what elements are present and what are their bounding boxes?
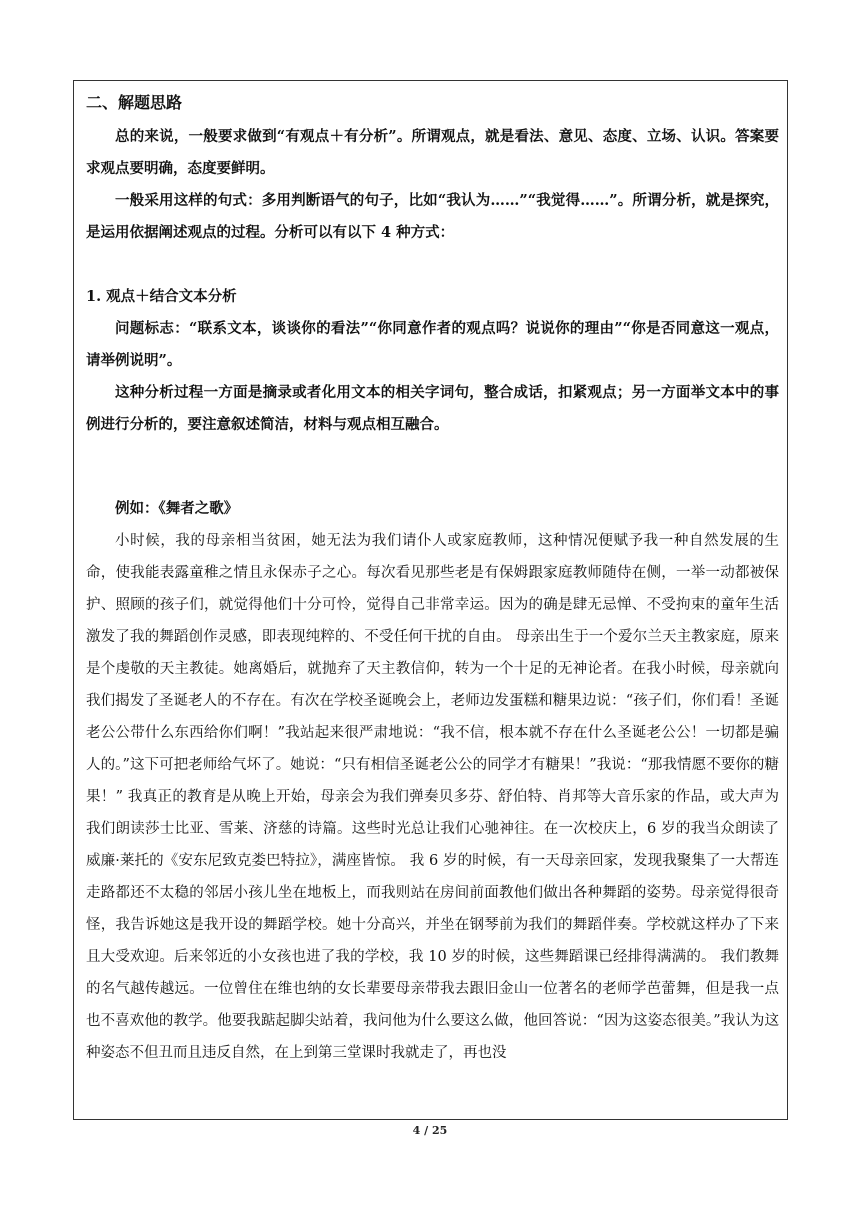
spacer [86,249,779,281]
method-1-explanation: 这种分析过程一方面是摘录或者化用文本的相关字词句，整合成话，扣紧观点；另一方面举文本中的事例进行分析的，要注意叙述简洁，材料与观点相互融合。 [86,384,779,433]
content-frame [73,80,788,1120]
intro-paragraph-2: 一般采用这样的句式：多用判断语气的句子，比如“我认为……”“我觉得……”。所谓分析，就是探究，是运用依据阐述观点的过程。分析可以有以下 4 种方式： [86,192,779,241]
method-1-title: 1. 观点＋结合文本分析 [86,288,237,305]
document-body [86,91,779,1069]
intro-paragraph-1: 总的来说，一般要求做到“有观点＋有分析”。所谓观点，就是看法、意见、态度、立场、认识。答案要求观点要明确，态度要鲜明。 [86,128,779,177]
spacer [86,441,779,493]
page-number: 4 / 25 [412,1124,448,1137]
method-1-question-marks: 问题标志：“联系文本，谈谈你的看法”“你同意作者的观点吗？说说你的理由”“你是否同意这一观点，请举例说明”。 [86,320,779,369]
section-heading: 二、解题思路 [86,93,183,112]
example-label: 例如：《舞者之歌》 [115,500,239,517]
example-passage: 小时候，我的母亲相当贫困，她无法为我们请仆人或家庭教师，这种情况便赋予我一种自然发展的生命，使我能表露童稚之情且永保赤子之心。每次看见那些老是有保姆跟家庭教师随侍在侧，一举一动都被保护、照顾的孩子们，就觉得他们十分可怜，觉得自己非常幸运。因为的确是肆无忌惮、不受拘束的童年生活激发了我的舞蹈创作灵感，即表现纯粹的、不受任何干扰的自由。 母亲出生于一个爱尔兰天主教家庭，原来是个虔敬的天主教徒。她离婚后，就抛弃了天主教信仰，转为一个十足的无神论者。在我小时候，母亲就向我们揭发了圣诞老人的不存在。有次在学校圣诞晚会上，老师边发蛋糕和糖果边说：“孩子们，你们看！圣诞老公公带什么东西给你们啊！”我站起来很严肃地说：“我不信，根本就不存在什么圣诞老公公！一切都是骗人的。”这下可把老师给气坏了。她说：“只有相信圣诞老公公的同学才有糖果！”我说：“那我情愿不要你的糖果！” 我真正的教育是从晚上开始，母亲会为我们弹奏贝多芬、舒伯特、肖邦等大音乐家的作品，或大声为我们朗读莎士比亚、雪莱、济慈的诗篇。这些时光总让我们心驰神往。在一次校庆上，6 岁的我当众朗读了威廉·莱托的《安东尼致克娄巴特拉》，满座皆惊。 我 6 岁的时候，有一天母亲回家，发现我聚集了一大帮连走路都还不太稳的邻居小孩儿坐在地板上，而我则站在房间前面教他们做出各种舞蹈的姿势。母亲觉得很奇怪，我告诉她这是我开设的舞蹈学校。她十分高兴，并坐在钢琴前为我们的舞蹈伴奏。学校就这样办了下来且大受欢迎。后来邻近的小女孩也进了我的学校，我 10 岁的时候，这些舞蹈课已经排得满满的。 我们教舞的名气越传越远。一位曾住在维也纳的女长辈要母亲带我去跟旧金山一位著名的老师学芭蕾舞，但是我一点也不喜欢他的教学。他要我踮起脚尖站着，我问他为什么要这么做，他回答说：“因为这姿态很美。”我认为这种姿态不但丑而且违反自然，在上到第三堂课时我就走了，再也没 [86,533,779,1061]
